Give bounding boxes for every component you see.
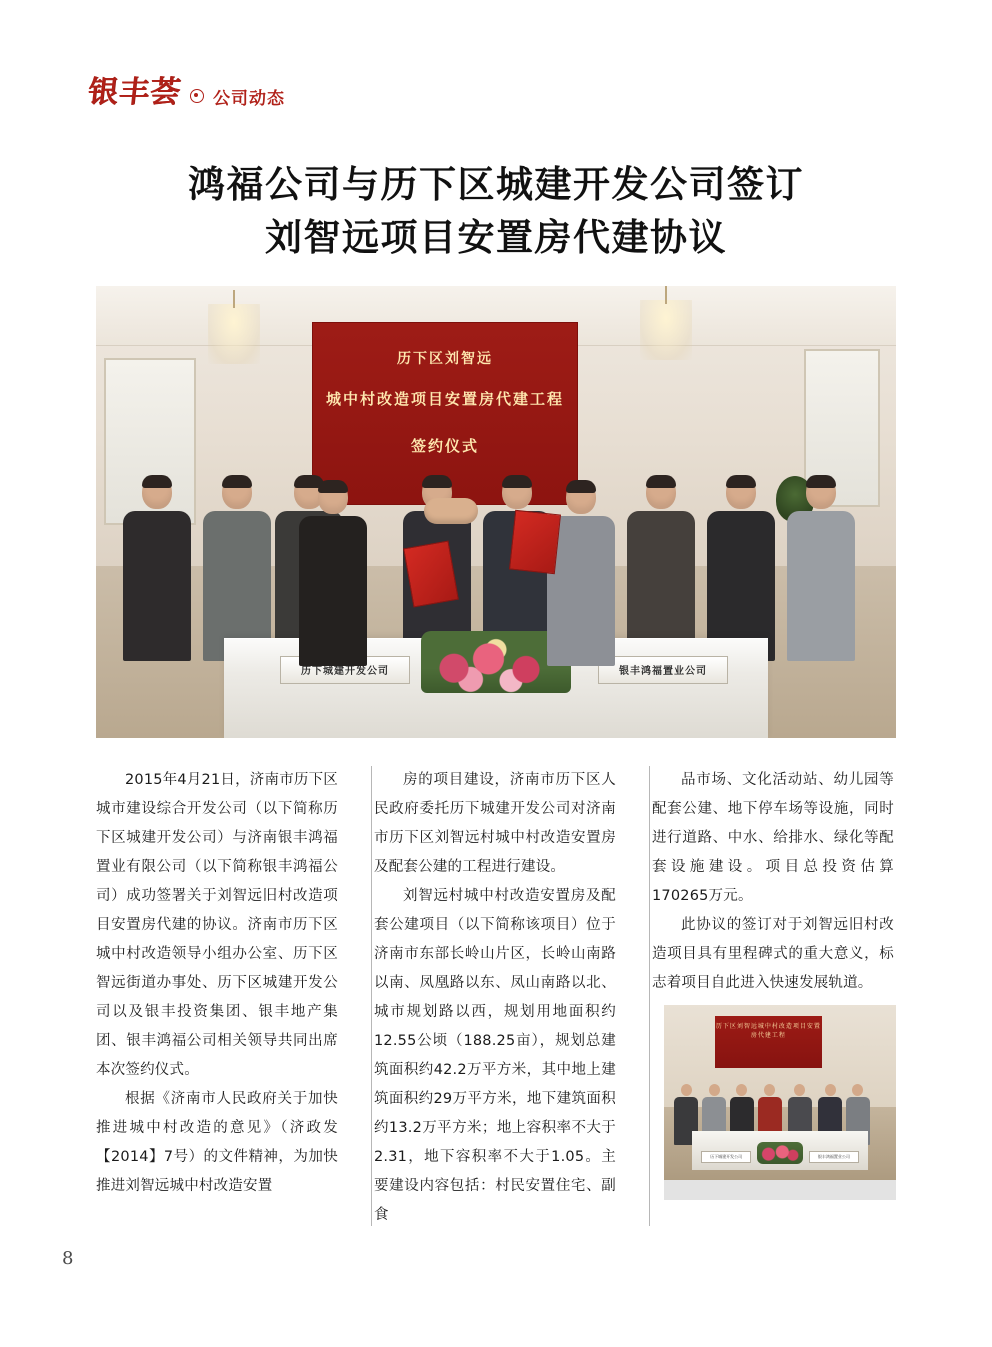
flower-arrangement: [757, 1142, 803, 1164]
banner-line-1: 历下区刘智远: [397, 351, 493, 368]
nameplate-right: 银丰鸿福置业公司: [598, 656, 728, 684]
banner-line-2: 城中村改造项目安置房代建工程: [325, 390, 564, 409]
photo2-banner-text: 历下区刘智远城中村改造项目安置房代建工程: [715, 1022, 821, 1039]
chandelier-icon: [208, 304, 260, 364]
signatory-left: [296, 480, 370, 666]
attendee: [120, 475, 194, 661]
masthead: [86, 75, 285, 110]
paragraph: 2015年4月21日，济南市历下区城市建设综合开发公司（以下简称历下区城建开发公司）与济南银丰鸿福置业有限公司（以下简称银丰鸿福公司）成功签署关于刘智远旧村改造项目安置房代建的协议。济南市历下区城中村改造领导小组办公室、历下区智远街道办事处、历下区城建开发公司以及银丰投资集团、银丰地产集团、银丰鸿福公司相关领导共同出席本次签约仪式。: [96, 772, 338, 1078]
signing-ceremony-photo-2: [664, 1005, 896, 1180]
bullet-icon: [190, 89, 204, 103]
paragraph: 房的项目建设，济南市历下区人民政府委托历下城建开发公司对济南市历下区刘智远村城中村改造安置房及配套公建的工程进行建设。: [374, 772, 616, 875]
page-title: [96, 158, 896, 263]
signed-agreement-document: [509, 510, 561, 574]
photo2-banner: [715, 1016, 822, 1069]
attendee: [624, 475, 698, 661]
headline-line-1: 鸿福公司与历下区城建开发公司签订: [188, 162, 804, 206]
attendee: [200, 475, 274, 661]
chandelier-icon: [640, 300, 692, 360]
attendee: [704, 475, 778, 661]
banner-line-3: 签约仪式: [410, 437, 479, 456]
page-number: 8: [62, 1248, 74, 1269]
photo2-nameplate-right: 银丰鸿福置业公司: [809, 1151, 859, 1163]
signatory-right: [544, 480, 618, 666]
section-label: 公司动态: [213, 88, 285, 109]
photo2-caption-strip: [664, 1180, 896, 1200]
headline-line-2: 刘智远项目安置房代建协议: [265, 214, 727, 259]
article-column-2: [374, 766, 616, 1236]
handshake: [424, 498, 478, 524]
photo2-nameplate-left: 历下城建开发公司: [701, 1151, 751, 1163]
attendee: [784, 475, 858, 661]
paragraph: 根据《济南市人民政府关于加快推进城中村改造的意见》（济政发【2014】7号）的文件精神，为加快推进刘智远城中村改造安置: [96, 1091, 338, 1194]
brand-logo: 银丰荟: [86, 75, 183, 110]
nameplate-left: 历下城建开发公司: [280, 656, 410, 684]
paragraph: 品市场、文化活动站、幼儿园等配套公建、地下停车场等设施，同时进行道路、中水、给排水、绿化等配套设施建设。项目总投资估算170265万元。: [652, 772, 894, 904]
signing-ceremony-photo: [96, 286, 896, 738]
paragraph: 此协议的签订对于刘智远旧村改造项目具有里程碑式的重大意义，标志着项目自此进入快速发展轨道。: [652, 917, 894, 991]
paragraph: 刘智远村城中村改造安置房及配套公建项目（以下简称该项目）位于济南市东部长岭山片区，长岭山南路以南、凤凰路以东、凤山南路以北、城市规划路以西，规划用地面积约12.55公顷（188.25亩），规划总建筑面积约42.2万平方米，其中地上建筑面积约29万平方米，地下建筑面积约13.2万平方米；地上容积率不大于2.31，地下容积率不大于1.05。主要建设内容包括：村民安置住宅、副食: [374, 888, 616, 1223]
article-column-1: [96, 766, 338, 1236]
